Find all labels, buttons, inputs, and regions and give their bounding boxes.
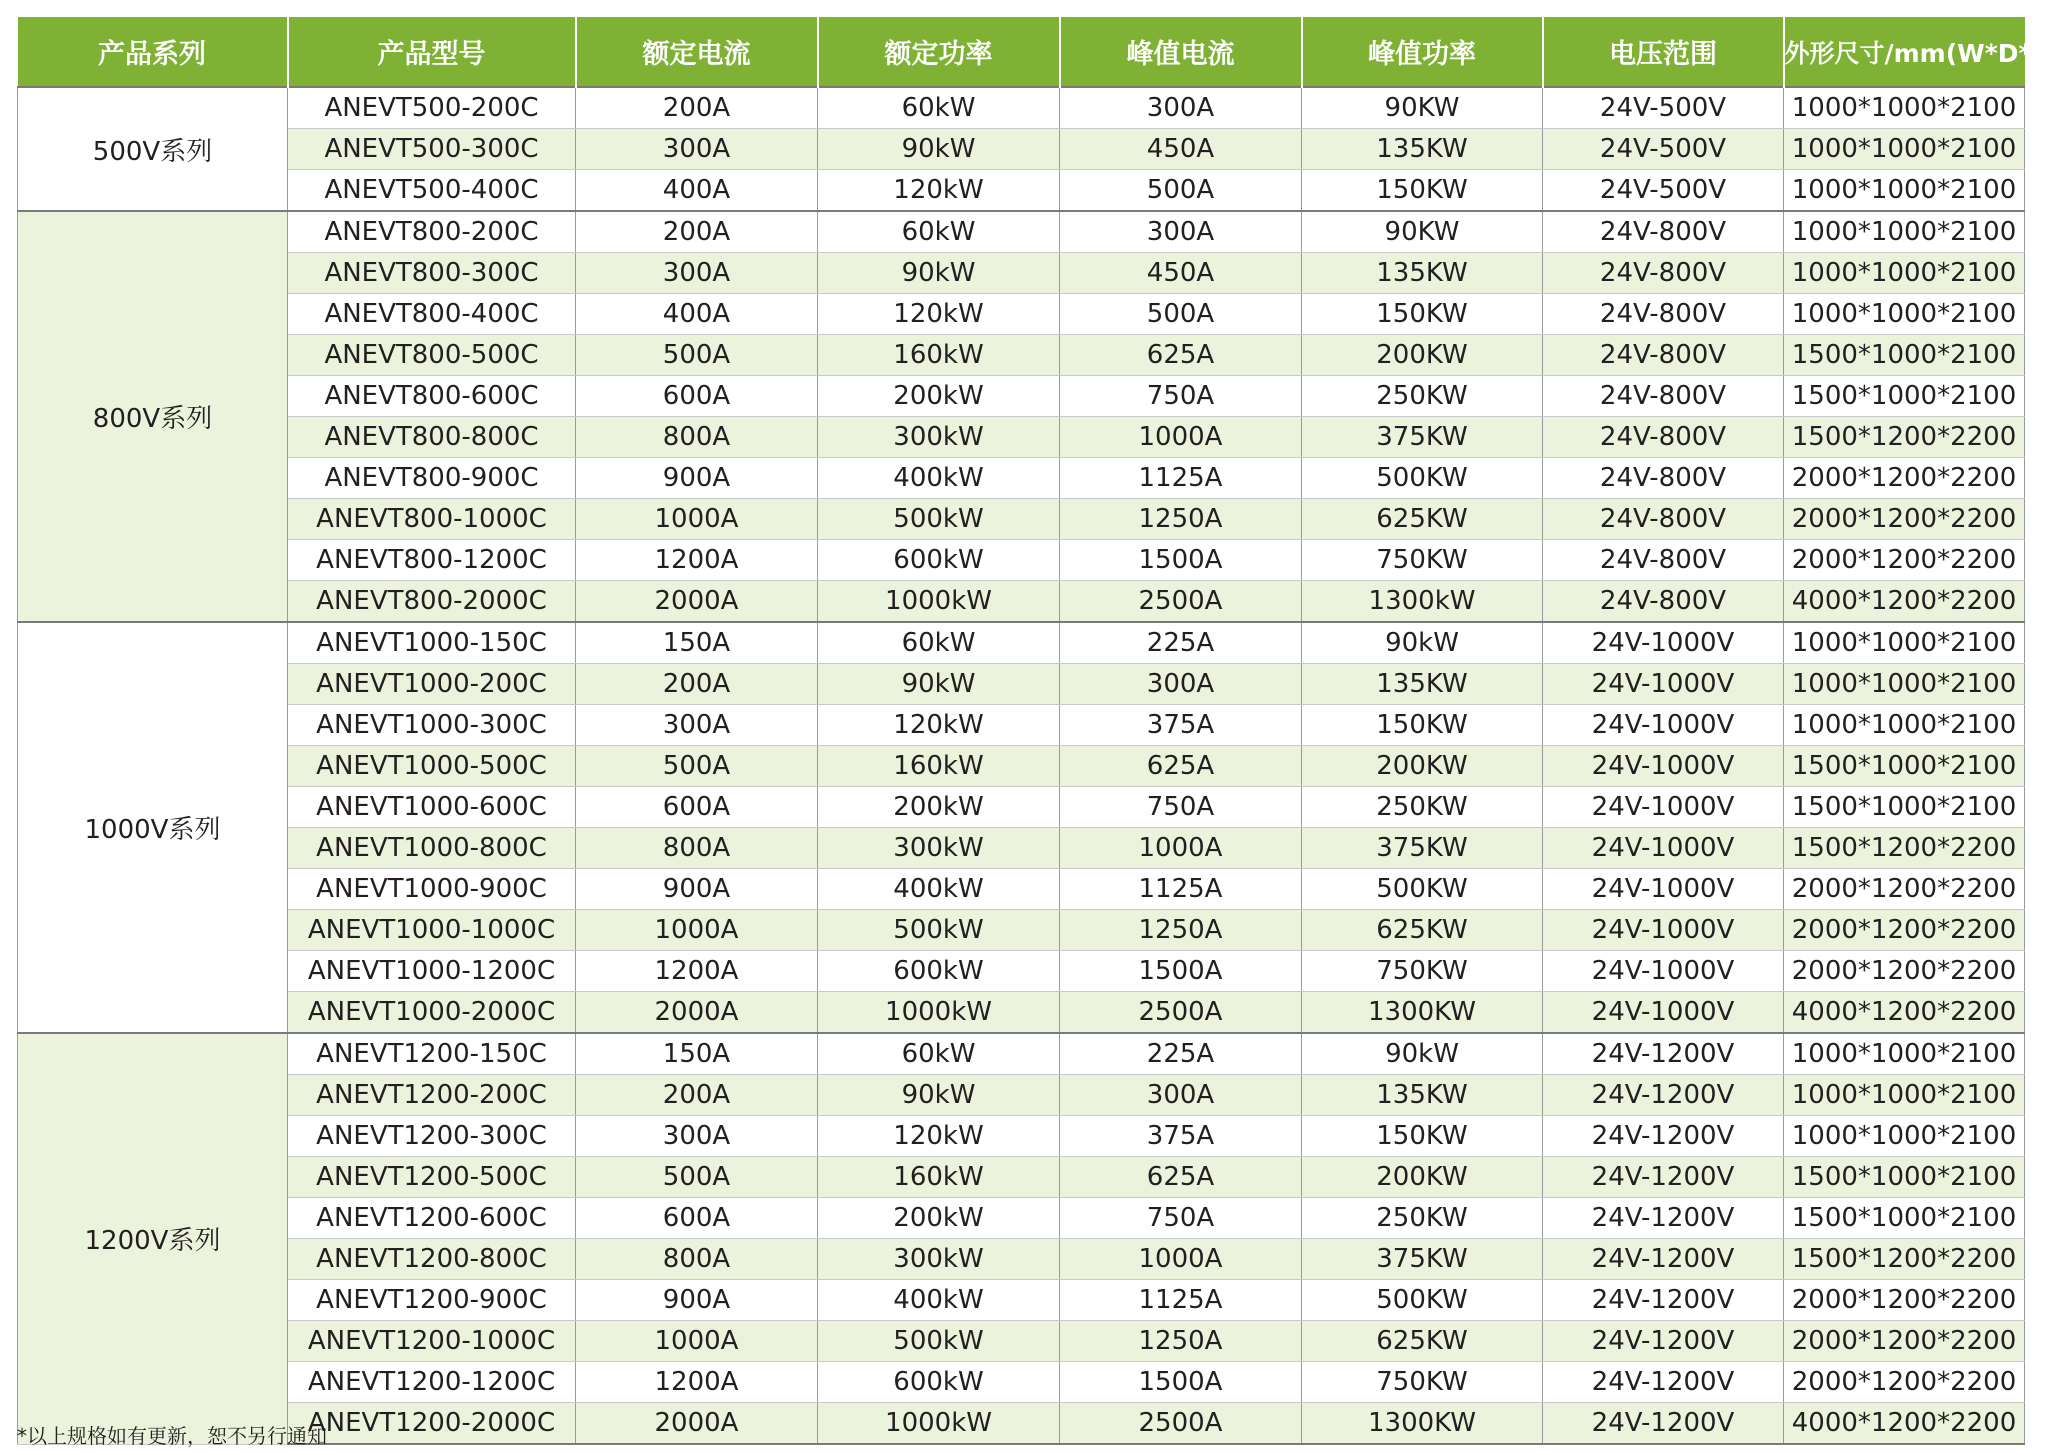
cell-voltage-range: 24V-1200V xyxy=(1543,1239,1784,1280)
cell-model: ANEVT800-500C xyxy=(288,335,576,376)
cell-peak-power: 625KW xyxy=(1302,1321,1543,1362)
cell-dimensions: 1000*1000*2100 xyxy=(1784,129,2025,170)
cell-peak-power: 150KW xyxy=(1302,294,1543,335)
cell-peak-power: 250KW xyxy=(1302,787,1543,828)
table-row xyxy=(18,170,2025,212)
cell-voltage-range: 24V-500V xyxy=(1543,129,1784,170)
table-row xyxy=(18,540,2025,581)
table-row xyxy=(18,1280,2025,1321)
cell-peak-power: 375KW xyxy=(1302,417,1543,458)
cell-peak-current: 625A xyxy=(1060,1157,1302,1198)
cell-dimensions: 1500*1200*2200 xyxy=(1784,417,2025,458)
table-row xyxy=(18,1362,2025,1403)
cell-rated-current: 300A xyxy=(576,705,818,746)
cell-rated-power: 160kW xyxy=(818,1157,1060,1198)
cell-peak-current: 1000A xyxy=(1060,1239,1302,1280)
cell-peak-power: 150KW xyxy=(1302,170,1543,212)
cell-rated-power: 600kW xyxy=(818,540,1060,581)
cell-rated-power: 500kW xyxy=(818,910,1060,951)
cell-model: ANEVT800-2000C xyxy=(288,581,576,623)
cell-rated-current: 400A xyxy=(576,170,818,212)
header-rated-power: 额定功率 xyxy=(818,17,1060,87)
cell-model: ANEVT1000-1000C xyxy=(288,910,576,951)
header-product-series: 产品系列 xyxy=(18,17,288,87)
cell-rated-power: 200kW xyxy=(818,1198,1060,1239)
cell-peak-current: 2500A xyxy=(1060,581,1302,623)
cell-model: ANEVT1200-300C xyxy=(288,1116,576,1157)
cell-rated-power: 160kW xyxy=(818,335,1060,376)
cell-dimensions: 2000*1200*2200 xyxy=(1784,540,2025,581)
cell-rated-current: 1000A xyxy=(576,1321,818,1362)
cell-rated-power: 90kW xyxy=(818,664,1060,705)
cell-rated-current: 1200A xyxy=(576,1362,818,1403)
cell-rated-current: 2000A xyxy=(576,581,818,623)
header-voltage-range: 电压范围 xyxy=(1543,17,1784,87)
footnote: *以上规格如有更新，恕不另行通知 xyxy=(17,1424,327,1448)
table-row xyxy=(18,992,2025,1034)
cell-peak-power: 135KW xyxy=(1302,1075,1543,1116)
cell-peak-power: 200KW xyxy=(1302,746,1543,787)
cell-rated-power: 1000kW xyxy=(818,1403,1060,1445)
cell-model: ANEVT800-200C xyxy=(288,211,576,253)
cell-peak-power: 375KW xyxy=(1302,828,1543,869)
cell-rated-power: 500kW xyxy=(818,499,1060,540)
cell-dimensions: 1500*1200*2200 xyxy=(1784,828,2025,869)
cell-dimensions: 1000*1000*2100 xyxy=(1784,170,2025,212)
table-row xyxy=(18,622,2025,664)
cell-peak-current: 300A xyxy=(1060,211,1302,253)
cell-peak-current: 300A xyxy=(1060,87,1302,129)
cell-peak-power: 135KW xyxy=(1302,129,1543,170)
cell-peak-current: 2500A xyxy=(1060,992,1302,1034)
cell-voltage-range: 24V-1200V xyxy=(1543,1403,1784,1445)
cell-peak-power: 1300KW xyxy=(1302,992,1543,1034)
cell-voltage-range: 24V-1200V xyxy=(1543,1157,1784,1198)
cell-dimensions: 1000*1000*2100 xyxy=(1784,622,2025,664)
series-label: 800V系列 xyxy=(18,211,288,622)
cell-rated-power: 200kW xyxy=(818,376,1060,417)
cell-peak-current: 1250A xyxy=(1060,1321,1302,1362)
cell-dimensions: 1500*1000*2100 xyxy=(1784,335,2025,376)
cell-peak-current: 625A xyxy=(1060,746,1302,787)
cell-model: ANEVT1000-150C xyxy=(288,622,576,664)
cell-peak-power: 200KW xyxy=(1302,335,1543,376)
cell-dimensions: 2000*1200*2200 xyxy=(1784,458,2025,499)
cell-rated-current: 800A xyxy=(576,1239,818,1280)
cell-dimensions: 2000*1200*2200 xyxy=(1784,869,2025,910)
table-row xyxy=(18,417,2025,458)
cell-rated-power: 60kW xyxy=(818,622,1060,664)
cell-rated-current: 200A xyxy=(576,211,818,253)
cell-voltage-range: 24V-800V xyxy=(1543,540,1784,581)
cell-model: ANEVT1000-2000C xyxy=(288,992,576,1034)
cell-rated-power: 120kW xyxy=(818,170,1060,212)
cell-rated-current: 300A xyxy=(576,253,818,294)
cell-dimensions: 4000*1200*2200 xyxy=(1784,992,2025,1034)
cell-peak-current: 1125A xyxy=(1060,1280,1302,1321)
cell-rated-current: 150A xyxy=(576,1033,818,1075)
cell-peak-current: 1000A xyxy=(1060,417,1302,458)
cell-model: ANEVT1000-800C xyxy=(288,828,576,869)
cell-model: ANEVT1200-800C xyxy=(288,1239,576,1280)
table-row xyxy=(18,129,2025,170)
cell-peak-power: 375KW xyxy=(1302,1239,1543,1280)
cell-peak-current: 300A xyxy=(1060,1075,1302,1116)
cell-voltage-range: 24V-800V xyxy=(1543,499,1784,540)
table-row xyxy=(18,1198,2025,1239)
cell-peak-current: 750A xyxy=(1060,376,1302,417)
cell-rated-current: 600A xyxy=(576,376,818,417)
cell-model: ANEVT1000-500C xyxy=(288,746,576,787)
cell-peak-current: 2500A xyxy=(1060,1403,1302,1445)
cell-peak-current: 1500A xyxy=(1060,1362,1302,1403)
cell-peak-power: 90kW xyxy=(1302,622,1543,664)
cell-dimensions: 2000*1200*2200 xyxy=(1784,951,2025,992)
cell-peak-current: 750A xyxy=(1060,1198,1302,1239)
cell-model: ANEVT800-900C xyxy=(288,458,576,499)
cell-voltage-range: 24V-1000V xyxy=(1543,828,1784,869)
table-row xyxy=(18,787,2025,828)
cell-rated-current: 900A xyxy=(576,869,818,910)
cell-rated-power: 120kW xyxy=(818,1116,1060,1157)
cell-rated-power: 200kW xyxy=(818,787,1060,828)
cell-peak-power: 135KW xyxy=(1302,664,1543,705)
cell-voltage-range: 24V-1200V xyxy=(1543,1362,1784,1403)
series-label: 1000V系列 xyxy=(18,622,288,1033)
cell-rated-power: 1000kW xyxy=(818,992,1060,1034)
cell-peak-power: 90KW xyxy=(1302,87,1543,129)
cell-rated-power: 600kW xyxy=(818,951,1060,992)
cell-rated-power: 500kW xyxy=(818,1321,1060,1362)
cell-rated-current: 800A xyxy=(576,417,818,458)
cell-rated-current: 150A xyxy=(576,622,818,664)
cell-voltage-range: 24V-800V xyxy=(1543,253,1784,294)
cell-peak-power: 150KW xyxy=(1302,1116,1543,1157)
cell-model: ANEVT800-1000C xyxy=(288,499,576,540)
cell-rated-current: 200A xyxy=(576,664,818,705)
cell-voltage-range: 24V-800V xyxy=(1543,417,1784,458)
cell-dimensions: 1000*1000*2100 xyxy=(1784,664,2025,705)
cell-peak-power: 500KW xyxy=(1302,458,1543,499)
table-row xyxy=(18,1033,2025,1075)
table-body xyxy=(18,87,2025,1444)
cell-model: ANEVT1200-150C xyxy=(288,1033,576,1075)
cell-peak-current: 1250A xyxy=(1060,910,1302,951)
cell-model: ANEVT800-400C xyxy=(288,294,576,335)
cell-voltage-range: 24V-800V xyxy=(1543,294,1784,335)
cell-peak-current: 1500A xyxy=(1060,540,1302,581)
cell-peak-power: 500KW xyxy=(1302,869,1543,910)
cell-voltage-range: 24V-800V xyxy=(1543,376,1784,417)
cell-voltage-range: 24V-1200V xyxy=(1543,1116,1784,1157)
cell-rated-current: 800A xyxy=(576,828,818,869)
cell-rated-current: 2000A xyxy=(576,992,818,1034)
cell-voltage-range: 24V-1200V xyxy=(1543,1321,1784,1362)
cell-voltage-range: 24V-1200V xyxy=(1543,1075,1784,1116)
cell-model: ANEVT1000-600C xyxy=(288,787,576,828)
cell-rated-power: 600kW xyxy=(818,1362,1060,1403)
cell-rated-power: 120kW xyxy=(818,705,1060,746)
cell-model: ANEVT1200-600C xyxy=(288,1198,576,1239)
cell-rated-power: 60kW xyxy=(818,87,1060,129)
cell-rated-current: 200A xyxy=(576,1075,818,1116)
table-row xyxy=(18,1116,2025,1157)
cell-peak-power: 150KW xyxy=(1302,705,1543,746)
cell-dimensions: 2000*1200*2200 xyxy=(1784,910,2025,951)
cell-voltage-range: 24V-1200V xyxy=(1543,1280,1784,1321)
cell-peak-current: 375A xyxy=(1060,705,1302,746)
cell-dimensions: 1000*1000*2100 xyxy=(1784,87,2025,129)
cell-dimensions: 1000*1000*2100 xyxy=(1784,1075,2025,1116)
cell-peak-power: 750KW xyxy=(1302,951,1543,992)
cell-model: ANEVT1200-500C xyxy=(288,1157,576,1198)
cell-dimensions: 1500*1200*2200 xyxy=(1784,1239,2025,1280)
table-row xyxy=(18,664,2025,705)
cell-model: ANEVT500-400C xyxy=(288,170,576,212)
cell-model: ANEVT1000-1200C xyxy=(288,951,576,992)
cell-model: ANEVT1200-1000C xyxy=(288,1321,576,1362)
cell-dimensions: 1000*1000*2100 xyxy=(1784,211,2025,253)
cell-model: ANEVT1000-900C xyxy=(288,869,576,910)
cell-peak-current: 750A xyxy=(1060,787,1302,828)
series-label: 1200V系列 xyxy=(18,1033,288,1444)
cell-peak-power: 90KW xyxy=(1302,211,1543,253)
table-row xyxy=(18,910,2025,951)
header-peak-current: 峰值电流 xyxy=(1060,17,1302,87)
cell-rated-power: 400kW xyxy=(818,458,1060,499)
cell-peak-current: 300A xyxy=(1060,664,1302,705)
cell-voltage-range: 24V-1000V xyxy=(1543,992,1784,1034)
cell-peak-power: 1300kW xyxy=(1302,581,1543,623)
table-row xyxy=(18,87,2025,129)
cell-rated-current: 1200A xyxy=(576,951,818,992)
table-row xyxy=(18,458,2025,499)
cell-voltage-range: 24V-1000V xyxy=(1543,746,1784,787)
table-row xyxy=(18,253,2025,294)
cell-peak-power: 250KW xyxy=(1302,376,1543,417)
cell-rated-current: 1000A xyxy=(576,499,818,540)
cell-rated-current: 300A xyxy=(576,129,818,170)
cell-voltage-range: 24V-1000V xyxy=(1543,910,1784,951)
series-label: 500V系列 xyxy=(18,87,288,211)
cell-peak-current: 1250A xyxy=(1060,499,1302,540)
cell-dimensions: 1500*1000*2100 xyxy=(1784,1198,2025,1239)
cell-voltage-range: 24V-1200V xyxy=(1543,1033,1784,1075)
cell-peak-power: 90kW xyxy=(1302,1033,1543,1075)
cell-rated-current: 900A xyxy=(576,458,818,499)
cell-rated-current: 200A xyxy=(576,87,818,129)
cell-rated-power: 400kW xyxy=(818,869,1060,910)
cell-rated-current: 500A xyxy=(576,335,818,376)
table-row xyxy=(18,211,2025,253)
cell-peak-current: 500A xyxy=(1060,294,1302,335)
cell-voltage-range: 24V-1000V xyxy=(1543,869,1784,910)
cell-peak-current: 225A xyxy=(1060,1033,1302,1075)
cell-voltage-range: 24V-1000V xyxy=(1543,951,1784,992)
cell-model: ANEVT800-1200C xyxy=(288,540,576,581)
cell-voltage-range: 24V-800V xyxy=(1543,211,1784,253)
cell-dimensions: 1000*1000*2100 xyxy=(1784,1033,2025,1075)
cell-peak-current: 1000A xyxy=(1060,828,1302,869)
cell-peak-power: 135KW xyxy=(1302,253,1543,294)
table-row xyxy=(18,951,2025,992)
cell-model: ANEVT500-300C xyxy=(288,129,576,170)
table-row xyxy=(18,1157,2025,1198)
cell-peak-current: 450A xyxy=(1060,129,1302,170)
cell-voltage-range: 24V-800V xyxy=(1543,581,1784,623)
table-row xyxy=(18,828,2025,869)
cell-peak-current: 500A xyxy=(1060,170,1302,212)
cell-rated-power: 400kW xyxy=(818,1280,1060,1321)
cell-peak-power: 750KW xyxy=(1302,1362,1543,1403)
table-row xyxy=(18,376,2025,417)
cell-rated-power: 90kW xyxy=(818,253,1060,294)
cell-peak-current: 450A xyxy=(1060,253,1302,294)
cell-model: ANEVT800-300C xyxy=(288,253,576,294)
cell-dimensions: 1500*1000*2100 xyxy=(1784,376,2025,417)
table-row xyxy=(18,335,2025,376)
cell-peak-power: 250KW xyxy=(1302,1198,1543,1239)
cell-dimensions: 4000*1200*2200 xyxy=(1784,581,2025,623)
cell-peak-current: 1125A xyxy=(1060,869,1302,910)
cell-rated-current: 500A xyxy=(576,1157,818,1198)
header-dimensions: 外形尺寸/mm(W*D*H) xyxy=(1784,17,2025,87)
cell-dimensions: 1500*1000*2100 xyxy=(1784,787,2025,828)
cell-peak-power: 500KW xyxy=(1302,1280,1543,1321)
cell-voltage-range: 24V-800V xyxy=(1543,335,1784,376)
cell-model: ANEVT500-200C xyxy=(288,87,576,129)
cell-voltage-range: 24V-1000V xyxy=(1543,787,1784,828)
cell-model: ANEVT1200-2000C xyxy=(288,1403,576,1445)
cell-voltage-range: 24V-500V xyxy=(1543,170,1784,212)
cell-model: ANEVT1200-200C xyxy=(288,1075,576,1116)
table-row xyxy=(18,705,2025,746)
cell-peak-current: 375A xyxy=(1060,1116,1302,1157)
cell-voltage-range: 24V-1000V xyxy=(1543,622,1784,664)
cell-rated-current: 1200A xyxy=(576,540,818,581)
cell-dimensions: 1000*1000*2100 xyxy=(1784,294,2025,335)
cell-dimensions: 2000*1200*2200 xyxy=(1784,1280,2025,1321)
table-row xyxy=(18,294,2025,335)
cell-peak-current: 225A xyxy=(1060,622,1302,664)
cell-rated-power: 90kW xyxy=(818,129,1060,170)
cell-model: ANEVT1000-300C xyxy=(288,705,576,746)
cell-rated-current: 600A xyxy=(576,787,818,828)
cell-peak-current: 625A xyxy=(1060,335,1302,376)
cell-rated-power: 60kW xyxy=(818,211,1060,253)
cell-rated-power: 60kW xyxy=(818,1033,1060,1075)
cell-rated-current: 900A xyxy=(576,1280,818,1321)
cell-dimensions: 1500*1000*2100 xyxy=(1784,746,2025,787)
table-header-row xyxy=(18,17,2025,87)
header-product-model: 产品型号 xyxy=(288,17,576,87)
table-row xyxy=(18,746,2025,787)
cell-dimensions: 1000*1000*2100 xyxy=(1784,1116,2025,1157)
cell-model: ANEVT1200-1200C xyxy=(288,1362,576,1403)
cell-peak-power: 1300KW xyxy=(1302,1403,1543,1445)
cell-voltage-range: 24V-1000V xyxy=(1543,705,1784,746)
table-row xyxy=(18,1321,2025,1362)
cell-rated-power: 300kW xyxy=(818,828,1060,869)
cell-rated-current: 500A xyxy=(576,746,818,787)
cell-rated-current: 400A xyxy=(576,294,818,335)
cell-dimensions: 2000*1200*2200 xyxy=(1784,1362,2025,1403)
table-row xyxy=(18,1239,2025,1280)
cell-dimensions: 2000*1200*2200 xyxy=(1784,1321,2025,1362)
cell-peak-current: 1500A xyxy=(1060,951,1302,992)
cell-voltage-range: 24V-1200V xyxy=(1543,1198,1784,1239)
cell-dimensions: 1000*1000*2100 xyxy=(1784,253,2025,294)
cell-rated-current: 2000A xyxy=(576,1403,818,1445)
cell-peak-power: 750KW xyxy=(1302,540,1543,581)
cell-voltage-range: 24V-800V xyxy=(1543,458,1784,499)
cell-rated-power: 160kW xyxy=(818,746,1060,787)
table-row xyxy=(18,1075,2025,1116)
cell-rated-power: 90kW xyxy=(818,1075,1060,1116)
cell-model: ANEVT800-800C xyxy=(288,417,576,458)
cell-model: ANEVT1200-900C xyxy=(288,1280,576,1321)
cell-dimensions: 1500*1000*2100 xyxy=(1784,1157,2025,1198)
cell-rated-power: 120kW xyxy=(818,294,1060,335)
spec-table xyxy=(17,17,2064,1445)
cell-voltage-range: 24V-500V xyxy=(1543,87,1784,129)
cell-rated-current: 1000A xyxy=(576,910,818,951)
cell-rated-current: 300A xyxy=(576,1116,818,1157)
cell-rated-power: 1000kW xyxy=(818,581,1060,623)
table-row xyxy=(18,869,2025,910)
cell-model: ANEVT800-600C xyxy=(288,376,576,417)
cell-dimensions: 1000*1000*2100 xyxy=(1784,705,2025,746)
cell-peak-current: 1125A xyxy=(1060,458,1302,499)
table-row xyxy=(18,499,2025,540)
cell-peak-power: 625KW xyxy=(1302,910,1543,951)
cell-voltage-range: 24V-1000V xyxy=(1543,664,1784,705)
cell-model: ANEVT1000-200C xyxy=(288,664,576,705)
cell-peak-power: 200KW xyxy=(1302,1157,1543,1198)
cell-dimensions: 4000*1200*2200 xyxy=(1784,1403,2025,1445)
cell-rated-current: 600A xyxy=(576,1198,818,1239)
header-peak-power: 峰值功率 xyxy=(1302,17,1543,87)
cell-dimensions: 2000*1200*2200 xyxy=(1784,499,2025,540)
cell-rated-power: 300kW xyxy=(818,1239,1060,1280)
table-row xyxy=(18,581,2025,623)
header-rated-current: 额定电流 xyxy=(576,17,818,87)
cell-rated-power: 300kW xyxy=(818,417,1060,458)
cell-peak-power: 625KW xyxy=(1302,499,1543,540)
